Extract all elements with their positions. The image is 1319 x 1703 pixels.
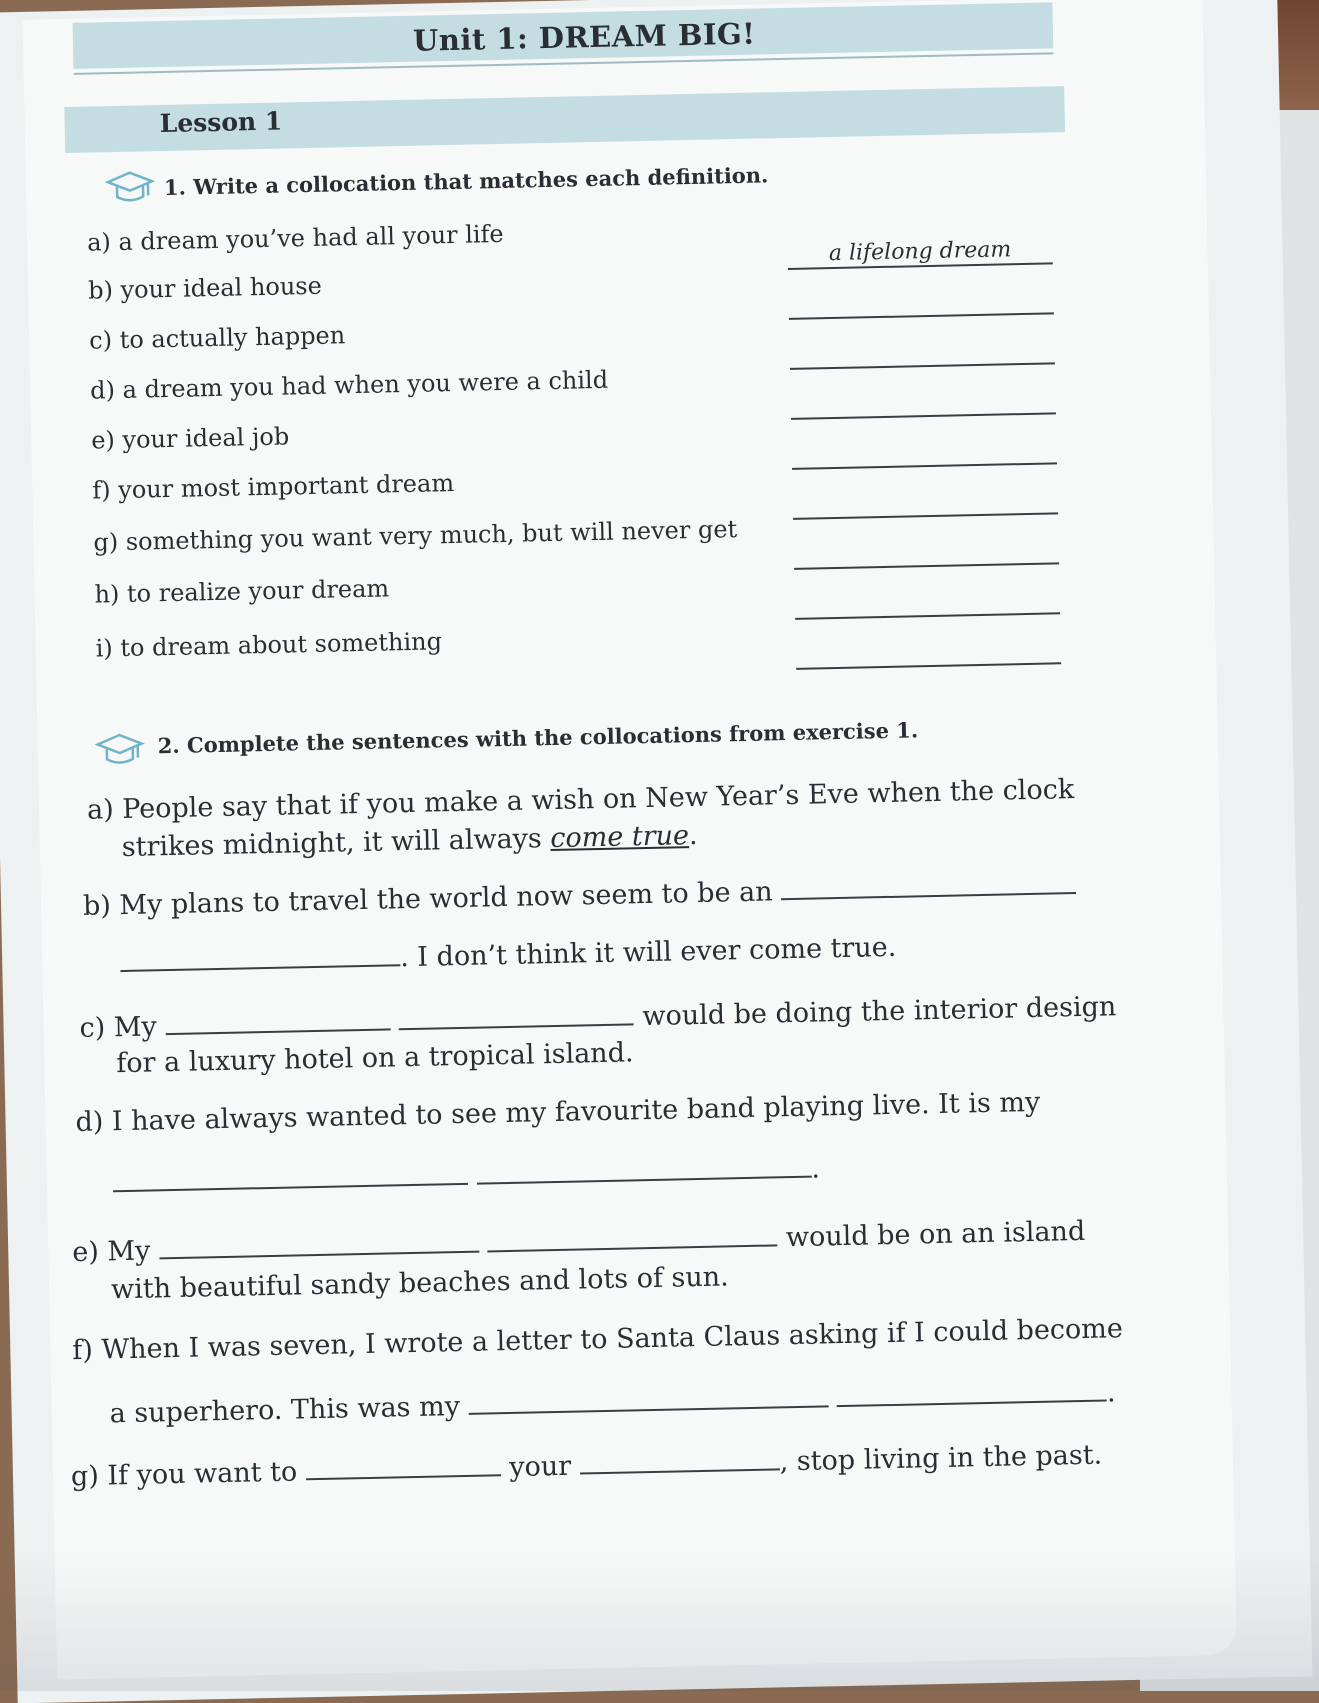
sentence-d-line1: d) I have always wanted to see my favourite band playing live. It is my [75,1086,1041,1139]
sentence-g-blank-1[interactable] [305,1448,501,1480]
sentence-e-post: would be on an island [785,1215,1086,1254]
sentence-d-blank-2[interactable] [476,1150,812,1185]
answer-line-e[interactable] [791,436,1057,470]
unit-title: Unit 1: DREAM BIG! [412,16,756,58]
exercise-1-heading: 1. Write a collocation that matches each definition. [163,162,769,200]
sentence-g-blank-2[interactable] [579,1442,780,1474]
sentence-c-line2: for a luxury hotel on a tropical island. [116,1037,634,1080]
sentence-c-pre: c) My [79,1011,158,1044]
page-shadow [0,1551,1319,1691]
exercise-2-heading: 2. Complete the sentences with the collocations from exercise 1. [157,717,919,759]
definition-c: c) to actually happen [88,321,346,355]
sentence-f-blank-2[interactable] [837,1374,1108,1408]
lesson-title: Lesson 1 [159,106,283,139]
sentence-e-pre: e) My [71,1235,151,1269]
graduation-cap-icon [93,729,146,768]
sentence-a-line1: a) People say that if you make a wish on New Year’s Eve when the clock [86,774,1075,826]
sentence-b-blank-2[interactable] [120,938,401,972]
sentence-f-line1: f) When I was seven, I wrote a letter to Santa Claus asking if I could become [72,1313,1124,1367]
sentence-a-post: . [688,819,698,852]
definition-a: a) a dream you’ve had all your life [86,219,504,257]
sentence-a-pre: strikes midnight, it will always [121,823,551,864]
answer-line-f[interactable] [793,486,1059,520]
definition-i: i) to dream about something [95,627,443,663]
answer-line-a[interactable] [787,236,1053,270]
sentence-f-text: a superhero. This was my [109,1391,461,1430]
sentence-d-end: . [810,1153,821,1185]
answer-line-h[interactable] [795,586,1061,620]
sentence-c-blank-1[interactable] [165,1002,391,1035]
sentence-e-line2: with beautiful sandy beaches and lots of sun. [110,1261,730,1306]
definition-f: f) your most important dream [92,468,455,505]
sentence-g-post: , stop living in the past. [779,1439,1103,1478]
sentence-g-pre: g) If you want to [70,1456,298,1493]
sentence-a-answer: come true [549,820,690,855]
sentence-b-rest: . I don’t think it will ever come true. [399,931,897,974]
sentence-b-blank-1[interactable] [781,866,1077,900]
sentence-e-blank-1[interactable] [158,1225,479,1260]
answer-a-text: a lifelong dream [828,237,1012,267]
answer-line-b[interactable] [788,286,1054,320]
sentence-g-mid: your [509,1450,572,1484]
definition-b: b) your ideal house [87,271,323,305]
sentence-b-text: b) My plans to travel the world now seem to be an [82,876,773,922]
sentence-c-post: would be doing the interior design [642,991,1117,1033]
answer-line-g[interactable] [794,536,1060,570]
graduation-cap-icon [104,167,157,206]
sentence-f-end: . [1106,1377,1116,1409]
sentence-e-blank-2[interactable] [487,1218,778,1252]
answer-line-i[interactable] [796,636,1062,670]
definition-d: d) a dream you had when you were a child [89,365,609,405]
definition-h: h) to realize your dream [94,574,390,609]
definition-g: g) something you want very much, but will never get [93,515,738,557]
sentence-d-blank-1[interactable] [112,1157,468,1192]
definition-e: e) your ideal job [91,422,290,455]
answer-line-c[interactable] [789,336,1055,370]
sentence-c-blank-2[interactable] [398,997,634,1030]
answer-line-d[interactable] [790,386,1056,420]
